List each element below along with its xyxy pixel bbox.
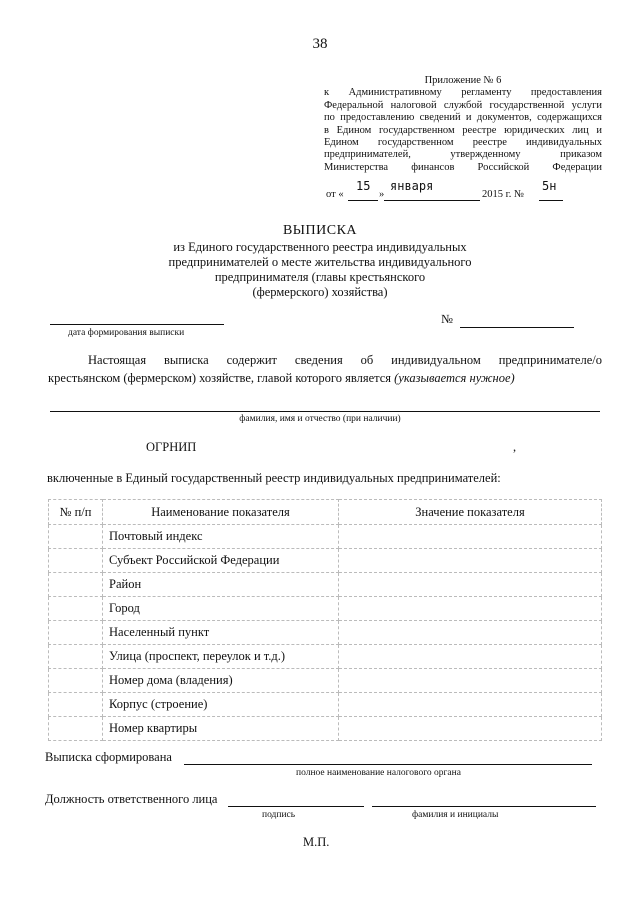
subtitle-line: предпринимателя (главы крестьянского bbox=[214, 270, 426, 284]
initials-field[interactable] bbox=[372, 806, 596, 807]
subtitle-line: (фермерского) хозяйства) bbox=[252, 285, 388, 299]
row-value[interactable] bbox=[339, 645, 602, 669]
stamp-place: М.П. bbox=[303, 835, 330, 849]
col-value-header: Значение показателя bbox=[339, 500, 602, 525]
row-value[interactable] bbox=[339, 597, 602, 621]
table-row bbox=[49, 525, 602, 549]
row-label: Улица (проспект, переулок и т.д.) bbox=[103, 645, 339, 669]
table-row bbox=[49, 669, 602, 693]
order-day-line bbox=[348, 200, 378, 201]
row-value[interactable] bbox=[339, 549, 602, 573]
row-number bbox=[49, 669, 103, 693]
appendix-line: в Едином государственном реестре юридических лиц и bbox=[324, 124, 602, 136]
formed-label: Выписка сформирована bbox=[45, 750, 172, 764]
order-month-line bbox=[384, 200, 480, 201]
included-text: включенные в Единый государственный реестр индивидуальных предпринимателей: bbox=[47, 471, 501, 485]
row-label: Корпус (строение) bbox=[103, 693, 339, 717]
table-row bbox=[49, 549, 602, 573]
row-value[interactable] bbox=[339, 693, 602, 717]
subtitle-line: из Единого государственного реестра индивидуальных bbox=[173, 240, 467, 254]
table-row bbox=[49, 645, 602, 669]
table-row bbox=[49, 597, 602, 621]
initials-caption: фамилия и инициалы bbox=[412, 810, 499, 820]
order-date-line bbox=[326, 180, 606, 202]
row-value[interactable] bbox=[339, 669, 602, 693]
table-row bbox=[49, 717, 602, 741]
row-label: Субъект Российской Федерации bbox=[103, 549, 339, 573]
order-month: января bbox=[390, 179, 434, 193]
row-label: Населенный пункт bbox=[103, 621, 339, 645]
row-label: Почтовый индекс bbox=[103, 525, 339, 549]
appendix-line: к Административному регламенту предоставления bbox=[324, 87, 602, 99]
row-value[interactable] bbox=[339, 621, 602, 645]
page-number: 38 bbox=[312, 36, 328, 52]
row-value[interactable] bbox=[339, 525, 602, 549]
row-number bbox=[49, 525, 103, 549]
order-mid: » bbox=[379, 189, 385, 200]
row-number bbox=[49, 621, 103, 645]
formed-caption: полное наименование налогового органа bbox=[296, 768, 461, 778]
row-number bbox=[49, 549, 103, 573]
order-prefix: от « bbox=[326, 189, 344, 200]
fio-field[interactable] bbox=[50, 411, 600, 412]
order-number: 5н bbox=[542, 179, 557, 193]
order-number-line bbox=[539, 200, 563, 201]
signature-field[interactable] bbox=[228, 806, 364, 807]
table-row bbox=[49, 693, 602, 717]
row-label: Номер квартиры bbox=[103, 717, 339, 741]
row-number bbox=[49, 573, 103, 597]
document-title: ВЫПИСКА bbox=[282, 223, 358, 238]
row-label: Город bbox=[103, 597, 339, 621]
appendix-line: Министерства финансов Российской Федерации bbox=[324, 161, 602, 173]
number-sign: № bbox=[441, 312, 453, 326]
appendix-heading: Приложение № 6 bbox=[424, 75, 502, 86]
row-number bbox=[49, 645, 103, 669]
order-year: 2015 г. № bbox=[482, 189, 525, 200]
appendix-line: Федеральной налоговой службой государственной услуги bbox=[324, 99, 602, 111]
row-number bbox=[49, 693, 103, 717]
col-number-header: № п/п bbox=[49, 500, 103, 525]
appendix-block bbox=[324, 75, 602, 174]
row-value[interactable] bbox=[339, 573, 602, 597]
col-name-header: Наименование показателя bbox=[103, 500, 339, 525]
paragraph-note: (указывается нужное) bbox=[394, 371, 515, 385]
ogrnip-comma: , bbox=[513, 440, 517, 454]
order-day: 15 bbox=[356, 179, 371, 193]
date-caption: дата формирования выписки bbox=[68, 328, 185, 338]
appendix-line: по предоставлению сведений и документов, содержащихся bbox=[324, 112, 602, 124]
row-label: Район bbox=[103, 573, 339, 597]
table-header-row bbox=[49, 500, 602, 525]
subtitle-line: предпринимателей о месте жительства индивидуального bbox=[168, 255, 472, 269]
row-number bbox=[49, 597, 103, 621]
fio-caption: фамилия, имя и отчество (при наличии) bbox=[239, 414, 401, 424]
document-subtitle bbox=[120, 240, 520, 300]
ogrnip-label: ОГРНИП bbox=[146, 440, 197, 454]
table-row bbox=[49, 621, 602, 645]
table-row bbox=[49, 573, 602, 597]
appendix-line: предпринимателей, утвержденному приказом bbox=[324, 149, 602, 161]
date-field[interactable] bbox=[50, 324, 224, 325]
row-number bbox=[49, 717, 103, 741]
position-label: Должность ответственного лица bbox=[45, 792, 218, 806]
row-label: Номер дома (владения) bbox=[103, 669, 339, 693]
tax-authority-field[interactable] bbox=[184, 764, 592, 765]
paragraph-first-line: Настоящая выписка содержит сведения об индивидуальном предпринимателе/о bbox=[88, 353, 602, 367]
row-value[interactable] bbox=[339, 717, 602, 741]
number-field[interactable] bbox=[460, 327, 574, 328]
signature-caption: подпись bbox=[262, 810, 296, 820]
appendix-line: Едином государственном реестре индивидуальных bbox=[324, 137, 602, 149]
indicators-table bbox=[48, 499, 602, 741]
intro-paragraph bbox=[48, 351, 602, 387]
paragraph-second-line: крестьянском (фермерском) хозяйстве, главой которого является bbox=[48, 371, 392, 385]
